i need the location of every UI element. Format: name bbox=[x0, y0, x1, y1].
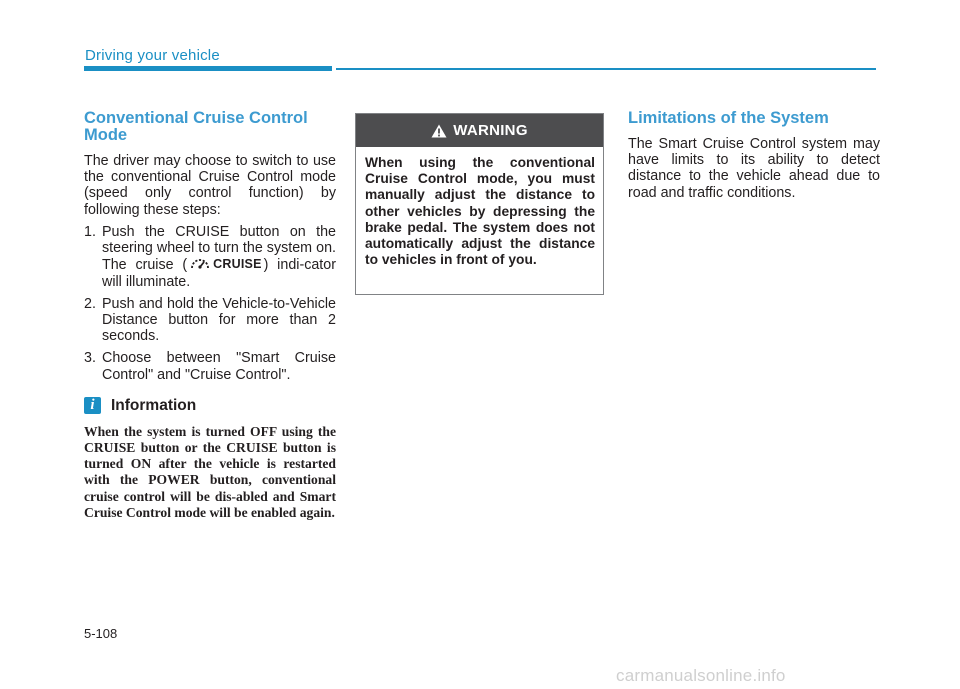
info-icon: i bbox=[84, 397, 101, 414]
section-title: Driving your vehicle bbox=[85, 47, 220, 64]
page-number: 5-108 bbox=[84, 626, 118, 641]
information-text: When the system is turned OFF using the CRUISE button or the CRUISE button is turned ON after the vehicle is restarted with the POWER button, conventional cruise control will be dis-abled and Smart Cruise Control mode will be enabled again. bbox=[84, 423, 336, 520]
information-title: Information bbox=[111, 396, 197, 414]
cruise-icon-label: CRUISE bbox=[213, 257, 262, 272]
step-number: 1. bbox=[84, 223, 96, 240]
steps-list bbox=[84, 224, 336, 383]
limitations-heading: Limitations of the System bbox=[628, 109, 829, 127]
step-text-before: Push the CRUISE button on the steering wheel to turn the system on. The cruise ( bbox=[102, 223, 336, 274]
watermark: carmanualsonline.info bbox=[616, 666, 786, 685]
list-item bbox=[84, 296, 336, 345]
warning-box bbox=[355, 113, 604, 295]
warning-text: When using the conventional Cruise Control mode, you must manually adjust the distance to other vehicles by depressing the brake pedal. The system does not automatically adjust the distance to vehicles in front of you. bbox=[365, 155, 595, 268]
limitations-paragraph: The Smart Cruise Control system may have limits to its ability to detect distance to the vehicle ahead due to road and traffic conditions. bbox=[628, 136, 880, 201]
step-text: Choose between "Smart Cruise Control" and "Cruise Control". bbox=[102, 350, 336, 383]
header-rule-thin bbox=[336, 68, 876, 70]
header-rule-thick bbox=[84, 66, 332, 71]
warning-header bbox=[356, 114, 603, 147]
information-heading-row bbox=[84, 397, 336, 415]
warning-triangle-icon bbox=[431, 124, 447, 138]
step-number: 3. bbox=[84, 350, 96, 367]
left-column bbox=[84, 110, 336, 521]
right-column bbox=[628, 110, 880, 201]
cruise-indicator-icon bbox=[189, 256, 261, 272]
step-text-after: ) indi-cator will illuminate. bbox=[102, 257, 336, 290]
step-number: 2. bbox=[84, 295, 96, 312]
warning-title: WARNING bbox=[453, 122, 528, 139]
intro-paragraph: The driver may choose to switch to use the conventional Cruise Control mode (speed only control function) by following these steps: bbox=[84, 153, 336, 218]
conventional-cruise-heading: Conventional Cruise Control Mode bbox=[84, 109, 308, 144]
step-text: Push and hold the Vehicle-to-Vehicle Distance button for more than 2 seconds. bbox=[102, 295, 336, 345]
speedometer-icon bbox=[189, 257, 211, 271]
step-text bbox=[102, 224, 336, 290]
list-item bbox=[84, 224, 336, 290]
list-item bbox=[84, 350, 336, 382]
